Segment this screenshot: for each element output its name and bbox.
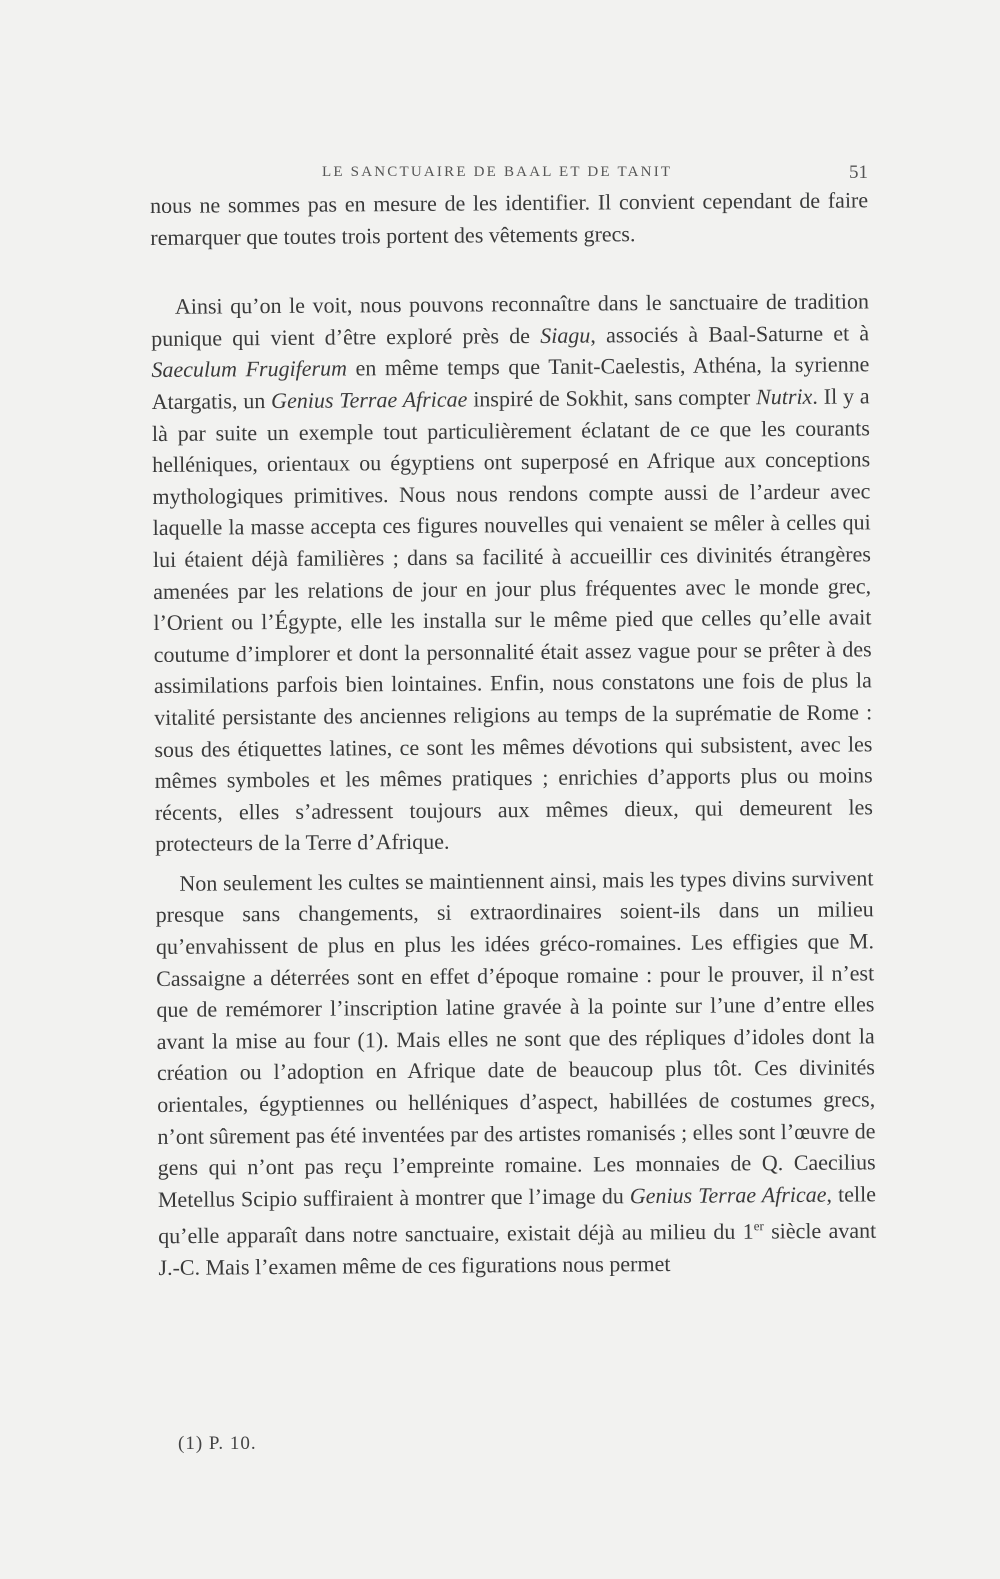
paragraph-1 [150, 184, 868, 253]
text-segment: siècle avant J.-C. Mais l’examen même de ces figurations nous permet [158, 1218, 877, 1281]
page-number: 51 [849, 162, 868, 183]
text-segment: , associés à Baal-Saturne et à [590, 320, 870, 348]
text-segment: en même temps que Tanit-Caelestis, Athéna, la syrienne Atargatis, un [151, 351, 870, 414]
paragraph-2 [151, 286, 873, 860]
italic-text: Siagu [540, 322, 591, 348]
text-segment: . Il y a là par suite un exemple tout particulièrement éclatant de ce que les courants helléniques, orientaux ou égyptiens ont superposé en Afrique aux conceptions mythologiques primitives. Nous nous rendons compte aussi de l’ardeur avec laquelle la masse accepta ces figures nouvelles qui venaient se mêler à celles qui lui étaient déjà familières ; dans sa facilité à accueillir ces divinités étrangères amenées par les relations de jour en jour plus fréquentes avec le monde grec, l’Orient ou l’Égypte, elle les installa sur le même pied que celles qu’elle avait coutume d’implorer et dont la personnalité était assez vague pour se prêter à des assimilations parfois bien lointaines. Enfin, nous constatons une fois de plus la vitalité persistante des anciennes religions au temps de la suprématie de Rome : sous des étiquettes latines, ce sont les mêmes dévotions qui subsistent, avec les mêmes symboles et les mêmes pratiques ; enrichies d’apports plus ou moins récents, elles s’adressent toujours aux mêmes dieux, qui demeurent les protecteurs de la Terre d’Afrique. [151, 383, 873, 857]
italic-text: Nutrix [756, 383, 813, 410]
text-segment: , telle qu’elle apparaît dans notre sanctuaire, existait déjà au milieu du [158, 1181, 877, 1249]
main-text [150, 184, 877, 1284]
paragraph-3 [155, 862, 876, 1284]
italic-text: Genius Terrae Africae [629, 1181, 827, 1209]
footnote: (1) P. 10. [178, 1433, 257, 1454]
italic-text: Genius Terrae Africae [271, 386, 468, 414]
running-head: LE SANCTUAIRE DE BAAL ET DE TANIT [322, 164, 673, 180]
text-segment: nous ne sommes pas en mesure de les identifier. Il convient cependant de faire remarquer que toutes trois portent des vêtements grecs. [150, 187, 869, 250]
superscript-text: er [753, 1218, 764, 1234]
text-segment: Non seulement les cultes se maintiennent ainsi, mais les types divins survivent presque sans changements, si extraordinaires soient-ils dans un milieu qu’envahissent de plus en plus les idées gréco-romaines. Les effigies que M. Cassaigne a déterrées sont en effet d’époque romaine : pour le prouver, il n’est que de remémorer l’inscription latine gravée à la pointe sur l’une d’entre elles avant la mise au four (1). Mais elles ne sont que des répliques d’idoles dont la création ou l’adoption en Afrique date de beaucoup plus tôt. Ces divinités orientales, égyptiennes ou helléniques d’aspect, habillées de costumes grecs, n’ont sûrement pas été inventées par des artistes romanisés ; elles sont l’œuvre de gens qui n’ont pas reçu l’empreinte romaine. Les monnaies de Q. Caecilius Metellus Scipio suffiraient à montrer que l’image du [155, 865, 876, 1212]
text-segment: 1 [742, 1219, 754, 1245]
text-segment: inspiré de Sokhit, sans compter [467, 384, 757, 412]
italic-text: Saeculum Frugiferum [151, 355, 348, 383]
text-segment: Ainsi qu’on le voit, nous pouvons reconnaître dans le sanctuaire de tradition punique qui vient d’être exploré près de [151, 288, 869, 351]
